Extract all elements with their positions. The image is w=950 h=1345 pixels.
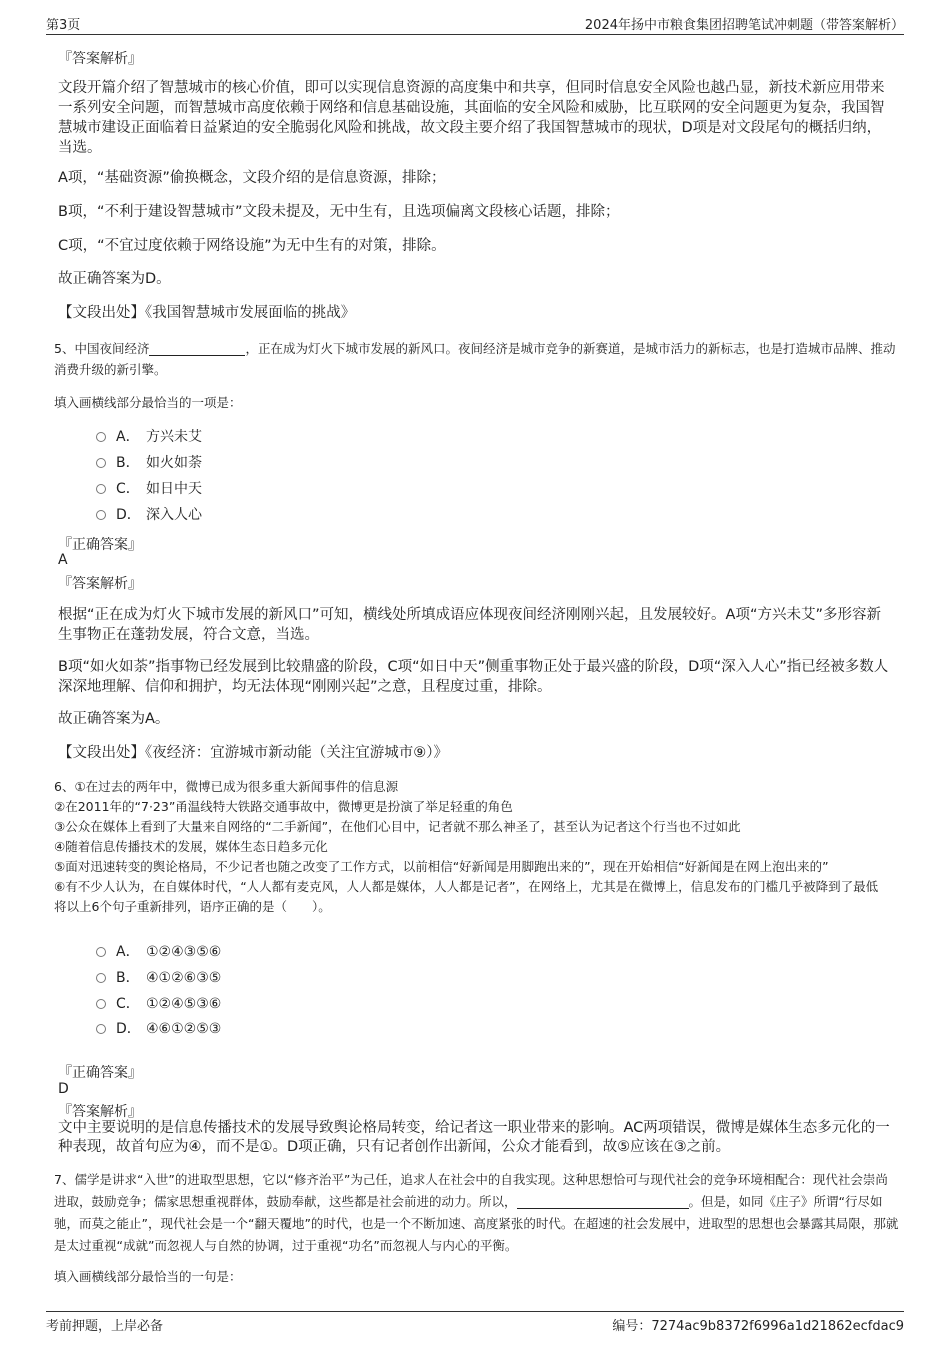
q5-source [58, 743, 894, 763]
q4-analysis-a: A项，“基础资源”偷换概念，文段介绍的是信息资源，排除； [58, 170, 446, 186]
q6-line: ②在2011年的“7·23”甬温线特大铁路交通事故中，微博更是扮演了举足轻重的角色 [54, 799, 513, 814]
radio-icon[interactable] [96, 973, 106, 983]
q6-line: ⑥有不少人认为，在自媒体时代，“人人都有麦克风，人人都是媒体，人人都是记者”，在网络上，尤其是在微博上，信息发布的门槛几乎被降到了最低 [54, 879, 879, 894]
radio-icon[interactable] [96, 999, 106, 1009]
analysis-label: 『答案解析』 [58, 1104, 142, 1120]
q6-line: ④随着信息传播技术的发展，媒体生态日趋多元化 [54, 839, 328, 854]
q5-stem: 5、中国夜间经济 ，正在成为灯火下城市发展的新风口。夜间经济是城市竞争的新赛道，是城市活力的新标志，也是打造城市品牌、推动消费升级的新引擎。 [54, 341, 896, 377]
correct-answer-label: 『正确答案』 [58, 537, 142, 553]
q4-conclusion: 故正确答案为D。 [58, 271, 171, 287]
q6-line: ⑤面对迅速转变的舆论格局，不少记者也随之改变了工作方式，以前相信“好新闻是用脚跑出来的”，现在开始相信“好新闻是在网上泡出来的” [54, 859, 829, 874]
q6-line: 将以上6个句子重新排列，语序正确的是（ ）。 [54, 899, 331, 914]
q5-correct-answer: A [58, 552, 68, 568]
q4-source [58, 303, 894, 323]
analysis-label: 『答案解析』 [58, 51, 142, 67]
page-header [46, 12, 904, 35]
q5-option-a[interactable]: A． 方兴未艾 [96, 427, 202, 447]
q6-line: ③公众在媒体上看到了大量来自网络的“二手新闻”，在他们心目中，记者就不那么神圣了，甚至认为记者这个行当也不过如此 [54, 819, 741, 834]
page-footer [46, 1311, 904, 1334]
q4-analysis-main: 文段开篇介绍了智慧城市的核心价值，即可以实现信息资源的高度集中和共享，但同时信息安全风险也越凸显，新技术新应用带来一系列安全问题，而智慧城市高度依赖于网络和信息基础设施，其面临的安全风险和威胁，比互联网的安全问题更为复杂，我国智慧城市建设正面临着日益紧迫的安全脆弱化风险和挑战，故文段主要介绍了我国智慧城市的现状，D项是对文段尾句的概括归纳，当选。 [58, 80, 885, 156]
radio-icon[interactable] [96, 458, 106, 468]
source-title: 《我国智慧城市发展面临的挑战》 [145, 305, 356, 321]
q6-option-a[interactable]: A． ①②④③⑤⑥ [96, 942, 221, 962]
q7-prompt: 填入画横线部分最恰当的一句是： [54, 1269, 242, 1284]
radio-icon[interactable] [96, 1024, 106, 1034]
q5-option-b[interactable]: B． 如火如荼 [96, 453, 202, 473]
q6-option-c[interactable]: C． ①②④⑤③⑥ [96, 994, 221, 1014]
q6-option-b[interactable]: B． ④①②⑥③⑤ [96, 968, 221, 988]
q5-analysis-2: B项“如火如荼”指事物已经发展到比较鼎盛的阶段，C项“如日中天”侧重事物正处于最兴盛的阶段，D项“深入人心”指已经被多数人深深地理解、信仰和拥护，均无法体现“刚刚兴起”之意，且程度过重，排除。 [58, 659, 889, 695]
q4-analysis-c: C项，“不宜过度依赖于网络设施”为无中生有的对策，排除。 [58, 238, 446, 254]
radio-icon[interactable] [96, 484, 106, 494]
q6-line: 6、①在过去的两年中，微博已成为很多重大新闻事件的信息源 [54, 779, 399, 794]
q5-analysis-1: 根据“正在成为灯火下城市发展的新风口”可知，横线处所填成语应体现夜间经济刚刚兴起，且发展较好。A项“方兴未艾”多形容新生事物正在蓬勃发展，符合文意，当选。 [58, 607, 881, 643]
answer-blank [517, 1208, 689, 1209]
source-label: 【文段出处】 [58, 745, 145, 761]
radio-icon[interactable] [96, 432, 106, 442]
footer-slogan: 考前押题，上岸必备 [46, 1319, 164, 1334]
q7-stem: 7、儒学是讲求“入世”的进取型思想，它以“修齐治平”为己任，追求人在社会中的自我实现。这种思想恰可与现代社会的竞争环境相配合：现代社会崇尚进取，鼓励竞争；儒家思想重视群体，鼓励奉献，这些都是社会前进的动力。所以， 。但是，如同《庄子》所谓“行尽如驰，而莫之能止”，现代社会是一个“翻天覆地”的时代，也是一个不断加速、高度紧张的时代。在超速的社会发展中，进取型的思想也会暴露其局限，那就是太过重视“成就”而忽视人与自然的协调，过于重视“功名”而忽视人与内心的平衡。 [54, 1172, 899, 1253]
q5-conclusion: 故正确答案为A。 [58, 711, 170, 727]
radio-icon[interactable] [96, 510, 106, 520]
q5-option-d[interactable]: D． 深入人心 [96, 505, 202, 525]
source-title: 《夜经济：宜游城市新动能（关注宜游城市⑨）》 [145, 745, 448, 761]
page-number: 第3页 [46, 18, 81, 33]
analysis-label: 『答案解析』 [58, 576, 142, 592]
q6-analysis: 文中主要说明的是信息传播技术的发展导致舆论格局转变，给记者这一职业带来的影响。AC两项错误，微博是媒体生态多元化的一种表现，故首句应为④，而不是①。D项正确，只有记者创作出新闻，公众才能看到，故⑤应该在③之前。 [58, 1120, 890, 1155]
radio-icon[interactable] [96, 947, 106, 957]
q6-correct-answer: D [58, 1081, 69, 1097]
q6-stem [54, 777, 899, 917]
answer-blank [149, 355, 245, 356]
correct-answer-label: 『正确答案』 [58, 1065, 142, 1081]
q6-option-d[interactable]: D． ④⑥①②⑤③ [96, 1019, 221, 1039]
q5-option-c[interactable]: C． 如日中天 [96, 479, 202, 499]
document-title: 2024年扬中市粮食集团招聘笔试冲刺题（带答案解析） [584, 18, 904, 33]
document-id: 编号：7274ac9b8372f6996a1d21862ecfdac9 [612, 1319, 904, 1334]
source-label: 【文段出处】 [58, 305, 145, 321]
q5-prompt: 填入画横线部分最恰当的一项是： [54, 395, 242, 410]
q4-analysis-b: B项，“不利于建设智慧城市”文段未提及，无中生有，且选项偏离文段核心话题，排除； [58, 204, 620, 220]
